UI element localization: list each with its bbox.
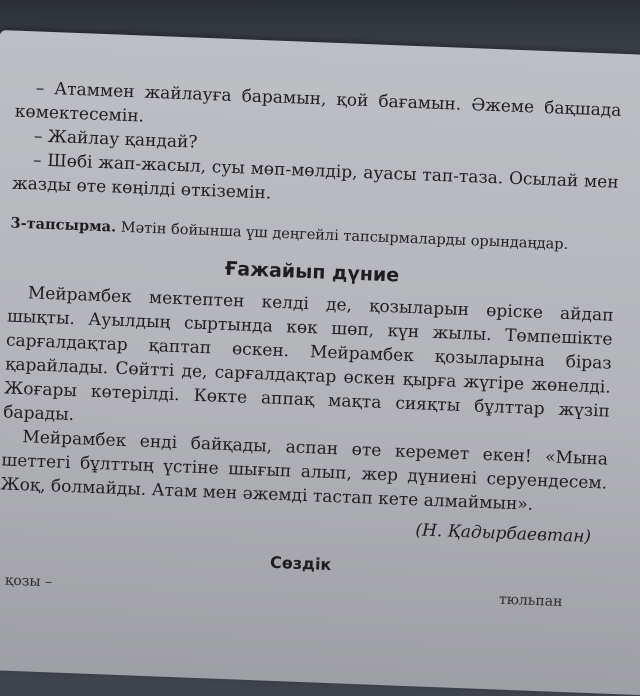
story-title: Ғажайып дүние bbox=[224, 257, 400, 286]
task-label: 3-тапсырма. bbox=[10, 214, 117, 236]
dialog-line-1: – Атаммен жайлауға барамын, қой бағамын. Әжеме бақшада көмектесемін. bbox=[14, 78, 622, 127]
dictionary-translation: тюльпан bbox=[498, 591, 563, 610]
task-instruction bbox=[10, 214, 616, 257]
dictionary-title: Сөздік bbox=[269, 552, 332, 574]
book-page bbox=[0, 30, 640, 696]
task-text: Мәтін бойынша үш деңгейлі тапсырмаларды орындаңдар. bbox=[115, 219, 569, 253]
dialog-line-2: – Жайлау қандай? bbox=[33, 126, 198, 153]
dialog-line-3: – Шөбі жап-жасыл, суы мөп-мөлдір, ауасы тап-таза. Осылай мен жазды өте көңілді өткіземін. bbox=[11, 150, 619, 204]
story-paragraph-2: Мейрамбек енді байқады, аспан өте керемет екен! «Мына шеттегі бұлттың үстіне шығып алып, жер дүниені серуендесем. Жоқ, болмайды. Атам мен әжемді тастап кете алмаймын». bbox=[0, 426, 609, 515]
dictionary-term: қозы – bbox=[4, 572, 53, 590]
page-content bbox=[0, 76, 622, 615]
story-paragraph-1: Мейрамбек мектептен келді де, қозыларын өріске айдап шықты. Ауылдың сыртында көк шөп, күн жылы. Төмпешікте сарғалдақтар қаптап өскен. Мейрамбек қозыларына біраз қарайлады. Сөйтті де, сарғалдақтар өскен қырға жүгіре жөнелді. Жоғары көтерілді. Көкте аппақ мақта сияқты бұлттар жүзіп барады. bbox=[2, 282, 614, 425]
story-author: (Н. Қадырбаевтан) bbox=[415, 519, 592, 547]
